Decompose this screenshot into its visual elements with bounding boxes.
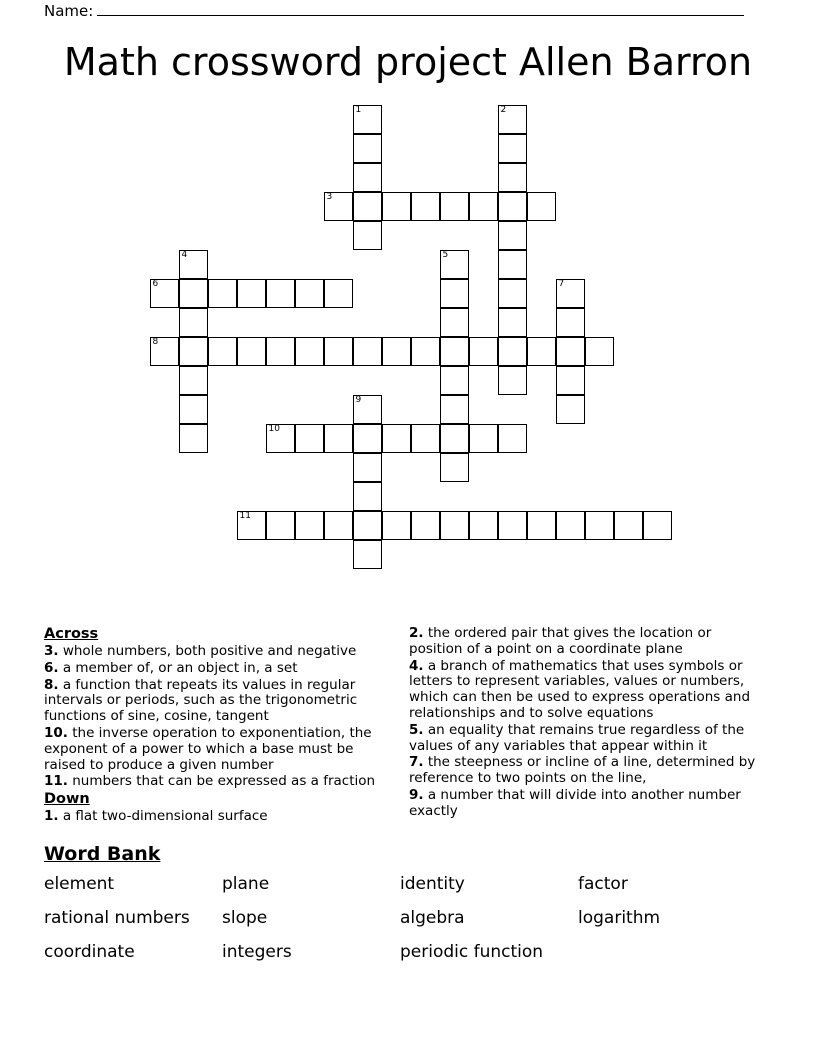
crossword-cell[interactable]: [266, 424, 295, 453]
crossword-cell[interactable]: [440, 511, 469, 540]
clues-column-left: [44, 626, 389, 826]
crossword-cell[interactable]: [353, 105, 382, 134]
name-label: Name:: [44, 2, 94, 20]
crossword-cell[interactable]: [179, 250, 208, 279]
word-bank-word[interactable]: rational numbers: [44, 908, 190, 928]
cell-number: 4: [181, 250, 188, 260]
crossword-cell[interactable]: [324, 337, 353, 366]
crossword-cell[interactable]: [585, 337, 614, 366]
crossword-cell[interactable]: [208, 337, 237, 366]
crossword-cell[interactable]: [556, 337, 585, 366]
crossword-cell[interactable]: [179, 424, 208, 453]
down-clue-1: 1. a flat two-dimensional surface: [44, 808, 268, 825]
across-clue-6: 6. a member of, or an object in, a set: [44, 659, 298, 676]
cell-number: 2: [500, 105, 507, 115]
crossword-cell[interactable]: [353, 163, 382, 192]
crossword-cell[interactable]: [382, 511, 411, 540]
crossword-cell[interactable]: [179, 279, 208, 308]
crossword-cell[interactable]: [324, 279, 353, 308]
crossword-cell[interactable]: [498, 134, 527, 163]
cell-number: 10: [268, 424, 280, 434]
crossword-cell[interactable]: [585, 511, 614, 540]
crossword-cell[interactable]: [556, 395, 585, 424]
crossword-cell[interactable]: [527, 511, 556, 540]
crossword-cell[interactable]: [324, 192, 353, 221]
crossword-cell[interactable]: [440, 337, 469, 366]
crossword-cell[interactable]: [295, 279, 324, 308]
crossword-cell[interactable]: [411, 192, 440, 221]
clue-number: 6.: [44, 659, 59, 676]
crossword-cell[interactable]: [179, 308, 208, 337]
clue-number: 10.: [44, 724, 68, 741]
crossword-cell[interactable]: [150, 279, 179, 308]
crossword-cell[interactable]: [556, 366, 585, 395]
cell-number: 6: [152, 279, 159, 289]
clue-number: 1.: [44, 808, 59, 825]
page-title: Math crossword project Allen Barron: [63, 40, 753, 84]
crossword-cell[interactable]: [179, 337, 208, 366]
word-bank-word[interactable]: plane: [222, 874, 270, 894]
cell-number: 11: [239, 511, 251, 521]
crossword-cell[interactable]: [266, 279, 295, 308]
down-clue-9: 9. a number that will divide into another number exactly: [409, 786, 741, 819]
clues-section: [44, 626, 774, 826]
down-clue-list-left: [44, 809, 389, 825]
word-bank-word[interactable]: identity: [400, 874, 465, 894]
crossword-cell[interactable]: [469, 192, 498, 221]
cell-number: 3: [326, 192, 333, 202]
down-clue-7: 7. the steepness or incline of a line, determined by reference to two points on the line,: [409, 754, 756, 787]
crossword-cell[interactable]: [498, 366, 527, 395]
crossword-cell[interactable]: [498, 308, 527, 337]
word-bank-word[interactable]: coordinate: [44, 942, 135, 962]
crossword-cell[interactable]: [353, 337, 382, 366]
cell-number: 7: [558, 279, 565, 289]
word-bank-word[interactable]: slope: [222, 908, 268, 928]
crossword-cell[interactable]: [295, 511, 324, 540]
clue-number: 8.: [44, 676, 59, 693]
word-bank-grid: [44, 873, 774, 963]
across-clue-10: 10. the inverse operation to exponentiation, the exponent of a power to which a base must be raised to produce a given number: [44, 724, 372, 773]
crossword-cell[interactable]: [382, 424, 411, 453]
clue-number: 2.: [409, 625, 424, 641]
crossword-cell[interactable]: [324, 424, 353, 453]
clue-number: 11.: [44, 773, 68, 790]
crossword-cell[interactable]: [324, 511, 353, 540]
crossword-cell[interactable]: [498, 511, 527, 540]
clue-number: 9.: [409, 786, 424, 803]
crossword-cell[interactable]: [411, 511, 440, 540]
clue-number: 7.: [409, 754, 424, 771]
crossword-cell[interactable]: [498, 424, 527, 453]
crossword-cell[interactable]: [498, 163, 527, 192]
crossword-cell[interactable]: [179, 395, 208, 424]
crossword-cell[interactable]: [498, 192, 527, 221]
across-clue-3: 3. whole numbers, both positive and negative: [44, 643, 357, 659]
crossword-cell[interactable]: [556, 511, 585, 540]
word-bank-word[interactable]: integers: [222, 942, 292, 962]
crossword-cell[interactable]: [353, 192, 382, 221]
crossword-cell[interactable]: [353, 540, 382, 569]
crossword-cell[interactable]: [353, 453, 382, 482]
crossword-cell[interactable]: [411, 337, 440, 366]
crossword-cell[interactable]: [208, 279, 237, 308]
crossword-cell[interactable]: [353, 482, 382, 511]
crossword-cell[interactable]: [498, 337, 527, 366]
crossword-cell[interactable]: [353, 221, 382, 250]
down-clue-5: 5. an equality that remains true regardless of the values of any variables that appear within it: [409, 721, 745, 754]
clues-column-right: [409, 626, 769, 821]
crossword-cell[interactable]: [643, 511, 672, 540]
word-bank-empty: [578, 941, 756, 963]
crossword-cell[interactable]: [440, 250, 469, 279]
crossword-cell[interactable]: [469, 424, 498, 453]
down-heading: Down: [44, 791, 90, 808]
crossword-cell[interactable]: [556, 279, 585, 308]
crossword-cell[interactable]: [440, 279, 469, 308]
crossword-cell[interactable]: [556, 308, 585, 337]
cell-number: 5: [442, 250, 449, 260]
crossword-cell[interactable]: [353, 395, 382, 424]
word-bank-heading: Word Bank: [44, 843, 161, 865]
crossword-cell[interactable]: [382, 337, 411, 366]
down-clue-4: 4. a branch of mathematics that uses symbols or letters to represent variables, values or numbers, which can then be used to express operations and relationships and to solve equations: [409, 657, 751, 721]
crossword-cell[interactable]: [440, 395, 469, 424]
crossword-cell[interactable]: [237, 279, 266, 308]
down-clue-list-right: [409, 626, 769, 820]
crossword-cell[interactable]: [469, 337, 498, 366]
crossword-cell[interactable]: [498, 105, 527, 134]
crossword-cell[interactable]: [266, 337, 295, 366]
word-bank-section: [44, 843, 774, 963]
word-bank-word[interactable]: periodic function: [400, 942, 544, 962]
crossword-cell[interactable]: [179, 366, 208, 395]
crossword-cell[interactable]: [440, 453, 469, 482]
crossword-cell[interactable]: [440, 192, 469, 221]
crossword-cell[interactable]: [353, 134, 382, 163]
crossword-cell[interactable]: [237, 337, 266, 366]
across-clue-11: 11. numbers that can be expressed as a fraction: [44, 773, 376, 790]
crossword-cell[interactable]: [237, 511, 266, 540]
cell-number: 9: [355, 395, 362, 405]
crossword-cell[interactable]: [411, 424, 440, 453]
crossword-cell[interactable]: [469, 511, 498, 540]
crossword-cell[interactable]: [382, 192, 411, 221]
crossword-cell[interactable]: [498, 279, 527, 308]
word-bank-word[interactable]: logarithm: [578, 908, 661, 928]
crossword-cell[interactable]: [353, 424, 382, 453]
clue-number: 5.: [409, 721, 424, 738]
crossword-cell[interactable]: [498, 221, 527, 250]
crossword-cell[interactable]: [353, 511, 382, 540]
crossword-cell[interactable]: [614, 511, 643, 540]
crossword-cell[interactable]: [295, 337, 324, 366]
crossword-cell[interactable]: [150, 337, 179, 366]
crossword-cell[interactable]: [295, 424, 324, 453]
cell-number: 8: [152, 337, 159, 347]
clue-number: 3.: [44, 643, 59, 659]
clue-number: 4.: [409, 657, 424, 674]
word-bank-word[interactable]: element: [44, 874, 115, 894]
crossword-cell[interactable]: [498, 250, 527, 279]
crossword-cell[interactable]: [440, 424, 469, 453]
word-bank-word[interactable]: algebra: [400, 908, 465, 928]
crossword-cell[interactable]: [266, 511, 295, 540]
word-bank-word[interactable]: factor: [578, 874, 628, 894]
cell-number: 1: [355, 105, 362, 115]
crossword-cell[interactable]: [527, 192, 556, 221]
across-clue-list: [44, 644, 389, 790]
across-clue-8: 8. a function that repeats its values in regular intervals or periods, such as the trigonometric functions of sine, cosine, tangent: [44, 676, 358, 725]
across-heading: Across: [44, 626, 99, 642]
crossword-cell[interactable]: [440, 308, 469, 337]
crossword-cell[interactable]: [527, 337, 556, 366]
down-clue-2: 2. the ordered pair that gives the location or position of a point on a coordinate plane: [409, 625, 712, 657]
crossword-cell[interactable]: [440, 366, 469, 395]
